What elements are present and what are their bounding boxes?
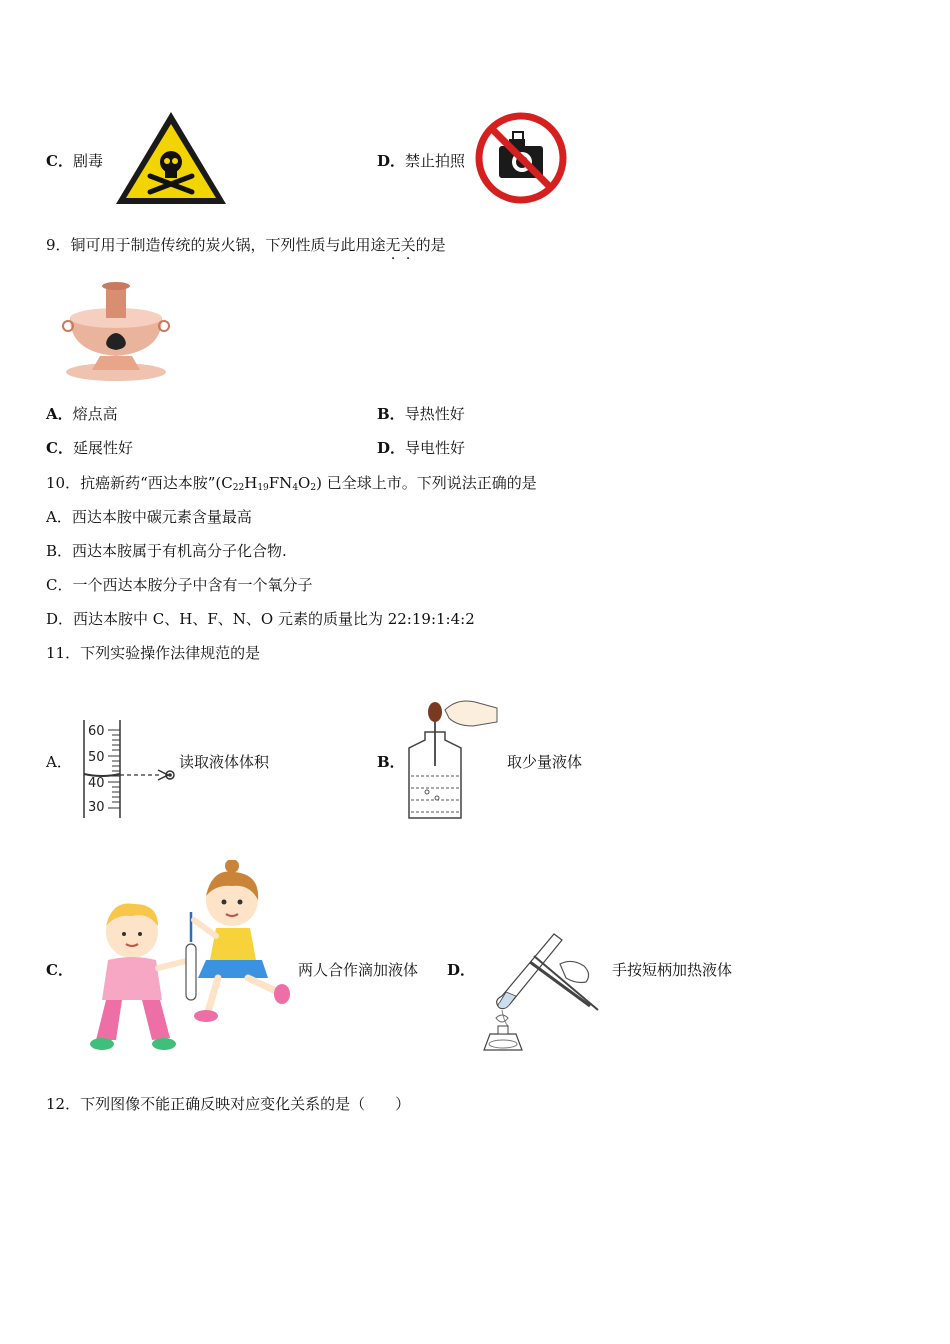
q8-option-c: C．剧毒 (46, 152, 103, 170)
q11-option-b-label: B． (377, 753, 405, 771)
copper-hotpot-icon (60, 278, 172, 384)
q11-option-a-text: 读取液体体积 (179, 753, 270, 771)
cylinder-tick-label: 60 (88, 724, 105, 739)
cylinder-tick-label: 50 (88, 750, 105, 765)
q8-option-d: D．禁止拍照 (377, 152, 466, 170)
q11-option-a-label: A． (46, 753, 72, 771)
q11-option-b-text: 取少量液体 (507, 753, 583, 771)
q10-option-d: D．西达本胺中 C、H、F、N、O 元素的质量比为 22:19:1:4:2 (46, 610, 475, 628)
q11-option-c-text: 两人合作滴加液体 (298, 961, 419, 979)
toxic-warning-sign-icon (112, 108, 230, 208)
graduated-cylinder-icon (78, 718, 178, 820)
q10-option-c: C．一个西达本胺分子中含有一个氧分子 (46, 576, 313, 594)
q9-option-a: A．熔点高 (46, 405, 118, 423)
q10-stem: 10．抗癌新药“西达本胺$”(C_{22}H_{19}FN_4O_2)$ 已全球上市。下列说法正确的是 (46, 474, 537, 493)
q10-option-b: B．西达本胺属于有机高分子化合物. (46, 542, 287, 560)
q11-stem: 11．下列实验操作法律规范的是 (46, 644, 261, 662)
q11-option-c-label: C． (46, 961, 73, 979)
q11-option-d-text: 手按短柄加热液体 (612, 961, 733, 979)
no-camera-sign-icon (473, 110, 569, 206)
cylinder-tick-label: 40 (88, 776, 105, 791)
q10-option-a: A．西达本胺中碳元素含量最高 (46, 508, 252, 526)
dropper-bottle-icon (405, 692, 500, 824)
q12-stem: 12．下列图像不能正确反映对应变化关系的是（ ） (46, 1095, 411, 1113)
two-children-cartoon-icon (82, 860, 294, 1054)
q9-stem: 9．铜可用于制造传统的炭火锅，下列性质与此用途无关的是 (46, 236, 446, 254)
q11-option-d-label: D． (447, 961, 476, 979)
cylinder-tick-label: 30 (88, 800, 105, 815)
heating-test-tube-icon (480, 922, 604, 1054)
q9-option-d: D．导电性好 (377, 439, 466, 457)
q9-option-c: C．延展性好 (46, 439, 133, 457)
q9-option-b: B．导热性好 (377, 405, 465, 423)
